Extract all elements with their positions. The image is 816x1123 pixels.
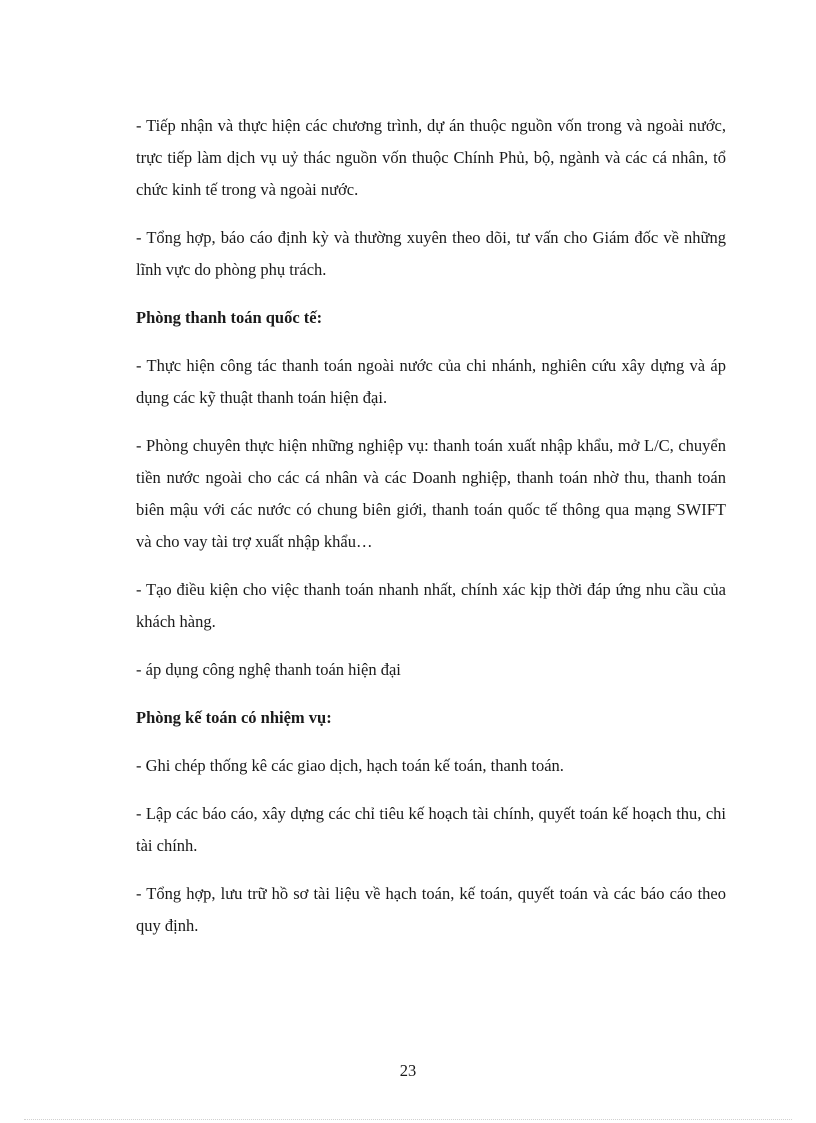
page-bottom-divider [24,1119,792,1120]
paragraph-payment-services: - Phòng chuyên thực hiện những nghiệp vụ: thanh toán xuất nhập khẩu, mở L/C, chuyển tiền nước ngoài cho các cá nhân và các Doanh nghiệp, thanh toán nhờ thu, thanh toán biên mậu với các nước có chung biên giới, thanh toán quốc tế thông qua mạng SWIFT và cho vay tài trợ xuất nhập khẩu… [136,436,726,551]
heading-international-payment: Phòng thanh toán quốc tế: [136,308,323,327]
page-number: 23 [399,1061,417,1080]
paragraph-fast-payment: - Tạo điều kiện cho việc thanh toán nhanh nhất, chính xác kịp thời đáp ứng nhu cầu của khách hàng. [136,580,726,631]
paragraph-foreign-payment: - Thực hiện công tác thanh toán ngoài nước của chi nhánh, nghiên cứu xây dựng và áp dụng các kỹ thuật thanh toán hiện đại. [136,356,726,407]
page-body [136,110,726,958]
paragraph-modern-technology: - áp dụng công nghệ thanh toán hiện đại [136,660,401,679]
paragraph-financial-reports: - Lập các báo cáo, xây dựng các chỉ tiêu kế hoạch tài chính, quyết toán kế hoạch thu, chi tài chính. [136,804,726,855]
paragraph-receive-programs: - Tiếp nhận và thực hiện các chương trình, dự án thuộc nguồn vốn trong và ngoài nước, trực tiếp làm dịch vụ uỷ thác nguồn vốn thuộc Chính Phủ, bộ, ngành và các cá nhân, tổ chức kinh tế trong và ngoài nước. [136,116,726,199]
paragraph-archive-records: - Tổng hợp, lưu trữ hồ sơ tài liệu về hạch toán, kế toán, quyết toán và các báo cáo theo quy định. [136,884,726,935]
paragraph-record-transactions: - Ghi chép thống kê các giao dịch, hạch toán kế toán, thanh toán. [136,756,564,775]
paragraph-reporting: - Tổng hợp, báo cáo định kỳ và thường xuyên theo dõi, tư vấn cho Giám đốc về những lĩnh vực do phòng phụ trách. [136,228,726,279]
heading-accounting: Phòng kế toán có nhiệm vụ: [136,708,332,727]
